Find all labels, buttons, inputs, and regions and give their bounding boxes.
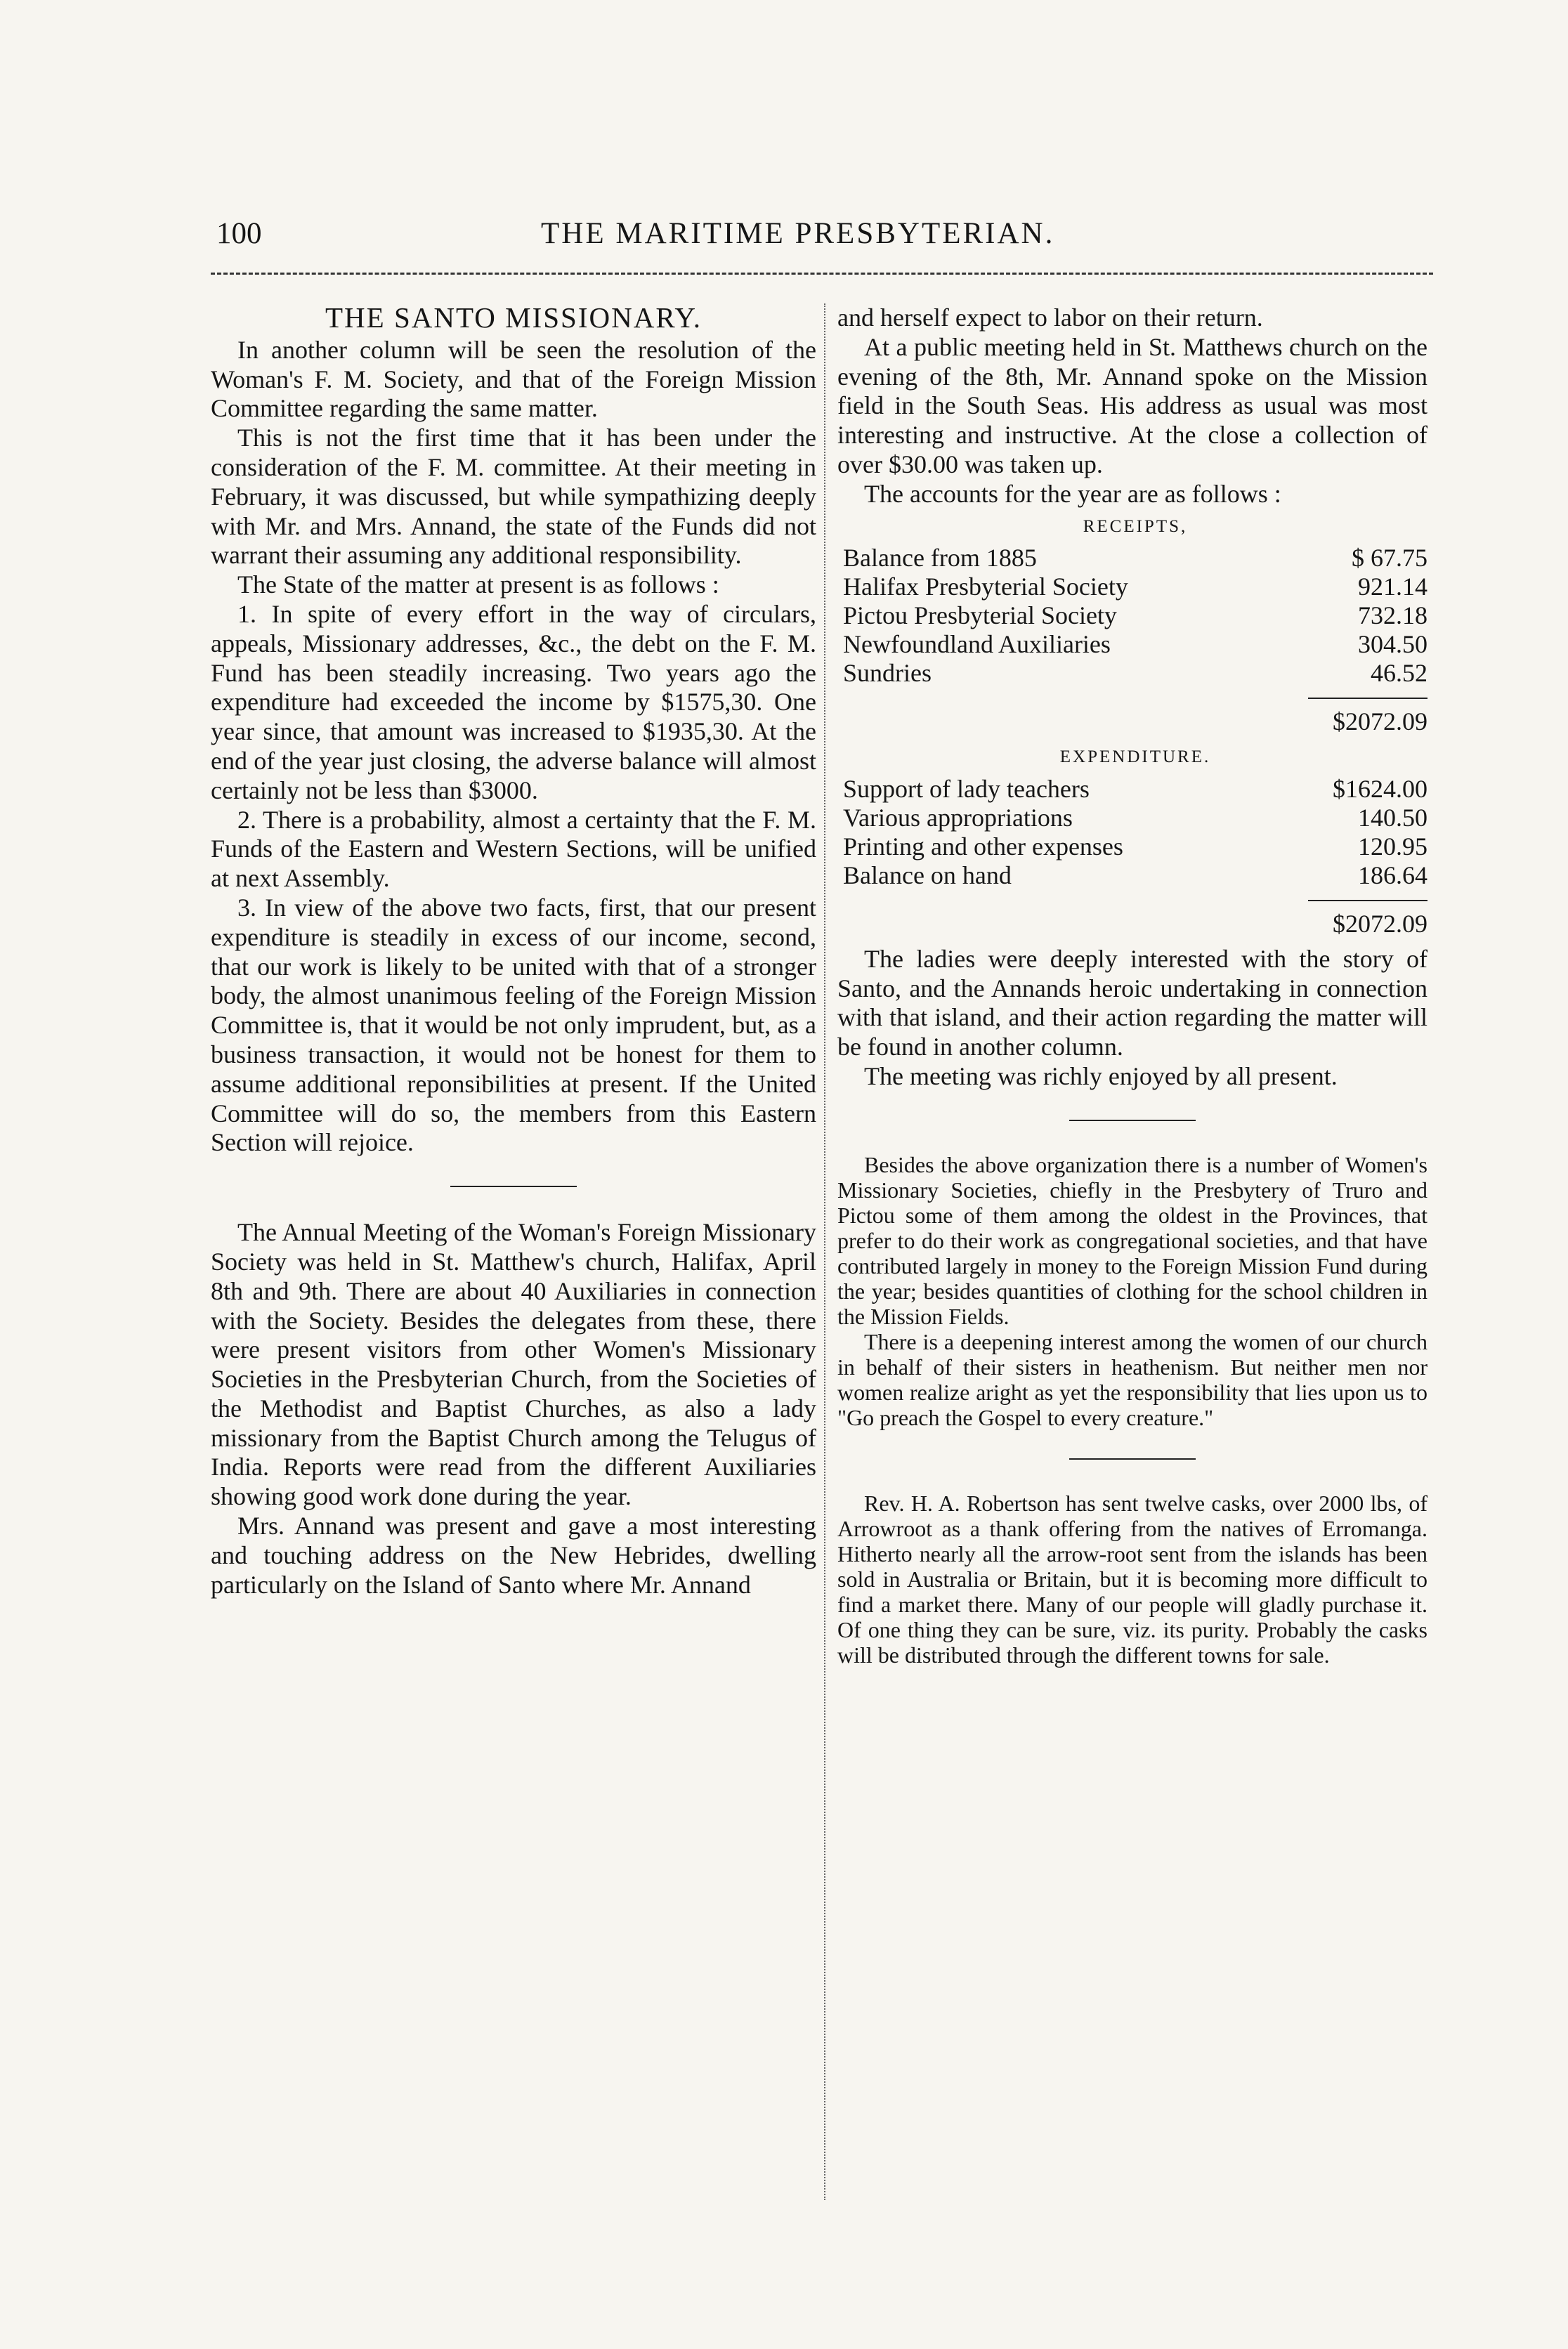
accounts-table xyxy=(843,512,1427,939)
left-column xyxy=(211,303,816,1599)
account-label: Pictou Presbyterial Society xyxy=(843,601,1117,630)
santo-title: THE SANTO MISSIONARY. xyxy=(325,301,702,334)
account-amount: 186.64 xyxy=(1358,861,1427,889)
journal-title: THE MARITIME PRESBYTERIAN. xyxy=(541,217,1055,250)
enjoyed-paragraph: The meeting was richly enjoyed by all present. xyxy=(864,1061,1338,1090)
section-divider xyxy=(1069,1120,1196,1121)
account-row xyxy=(843,544,1427,572)
account-row xyxy=(843,572,1427,601)
account-row xyxy=(843,832,1427,861)
account-amount: 140.50 xyxy=(1358,803,1427,832)
accounts-intro: The accounts for the year are as follows : xyxy=(864,479,1281,508)
annual-meeting-paragraph: Mrs. Annand was present and gave a most interesting and touching address on the New Hebrides, dwelling particularly on the Island of Santo where Mr. Annand xyxy=(211,1512,816,1599)
page-header xyxy=(211,216,1430,259)
account-row xyxy=(843,601,1427,630)
santo-paragraph: In another column will be seen the resolution of the Woman's F. M. Society, and that of the Foreign Mission Committee regarding the same matter. xyxy=(211,335,816,423)
account-row xyxy=(843,804,1427,832)
annual-meeting-article xyxy=(211,1218,816,1599)
account-amount: 732.18 xyxy=(1358,601,1427,630)
account-label: Support of lady teachers xyxy=(843,774,1090,803)
santo-paragraph: The State of the matter at present is as follows : xyxy=(237,570,719,599)
account-row xyxy=(843,775,1427,804)
account-label: Various appropriations xyxy=(843,803,1073,832)
header-rule xyxy=(211,273,1433,275)
annual-meeting-paragraph: The Annual Meeting of the Woman's Foreign Missionary Society was held in St. Matthew's church, Halifax, April 8th and 9th. There are about 40 Auxiliaries in connection with the Society. Besides the delegates from these, there were present visitors from other Women's Missionary Societies in the Presbyterian Church, from the Societies of the Methodist and Baptist Churches, as also a lady missionary from the Baptist Church among the Telugus of India. Reports were read from the different Auxiliaries showing good work done during the year. xyxy=(211,1218,816,1511)
continuation-text: and herself expect to labor on their return. xyxy=(837,303,1263,332)
account-row xyxy=(843,630,1427,659)
santo-paragraph: 2. There is a probability, almost a certainty that the F. M. Funds of the Eastern and Western Sections, will be unified at next Assembly. xyxy=(211,805,816,893)
expenditure-total: $2072.09 xyxy=(1333,909,1427,938)
account-amount: $1624.00 xyxy=(1333,774,1427,803)
page-number: 100 xyxy=(216,217,262,250)
total-rule xyxy=(1308,698,1427,699)
account-label: Sundries xyxy=(843,659,932,688)
section-divider xyxy=(450,1186,577,1187)
santo-paragraph: 3. In view of the above two facts, first, that our present expenditure is steadily in excess of our income, second, that our work is likely to be united with that of a stronger body, the almost unanimous feeling of the Foreign Mission Committee is, that it would be not only imprudent, but, as a business transaction, it would not be honest for them to assume additional reponsibilities at present. If the United Committee will do so, the members from this Eastern Section will rejoice. xyxy=(211,893,816,1157)
account-amount: 304.50 xyxy=(1358,630,1427,659)
expenditure-heading: EXPENDITURE. xyxy=(1059,747,1211,767)
robertson-paragraph: Rev. H. A. Robertson has sent twelve casks, over 2000 lbs, of Arrowroot as a thank offering from the natives of Erromanga. Hitherto nearly all the arrow-root sent from the islands has been sold in Australia or Britain, but it is becoming more difficult to find a market there. Many of our people will gladly purchase it. Of one thing they can be sure, viz. its purity. Probably the casks will be distributed through the different towns for sale. xyxy=(837,1490,1427,1668)
public-meeting-paragraph: At a public meeting held in St. Matthews church on the evening of the 8th, Mr. Annand spoke on the Mission field in the South Seas. His address as usual was most interesting and instructive. At the close a collection of over $30.00 was taken up. xyxy=(837,332,1427,478)
account-label: Newfoundland Auxiliaries xyxy=(843,630,1111,659)
account-amount: 46.52 xyxy=(1371,659,1427,688)
santo-paragraph: 1. In spite of every effort in the way of circulars, appeals, Missionary addresses, &c., the debt on the F. M. Fund has been steadily increasing. Two years ago the expenditure had exceeded the income by $1575,30. One year since, that amount was increased to $1935,30. At the end of the year just closing, the adverse balance will almost certainly not be less than $3000. xyxy=(211,599,816,804)
santo-paragraph: This is not the first time that it has been under the consideration of the F. M. committee. At their meeting in February, it was discussed, but while sympathizing deeply with Mr. and Mrs. Annand, the state of the Funds did not warrant their assuming any additional responsibility. xyxy=(211,424,816,570)
total-rule xyxy=(1308,900,1427,901)
account-row xyxy=(843,659,1427,688)
account-amount: 120.95 xyxy=(1358,832,1427,861)
interest-paragraph: There is a deepening interest among the women of our church in behalf of their sisters in heathenism. But neither men nor women realize aright as yet the responsibility that lies upon us to "Go preach the Gospel to every creature." xyxy=(837,1328,1427,1430)
receipts-heading: RECEIPTS, xyxy=(1083,516,1188,536)
account-label: Halifax Presbyterial Society xyxy=(843,572,1128,601)
ladies-paragraph: The ladies were deeply interested with the story of Santo, and the Annands heroic undertaking in connection with that island, and their action regarding the matter will be found in another column. xyxy=(837,944,1427,1061)
account-amount: 921.14 xyxy=(1358,572,1427,601)
societies-paragraph: Besides the above organization there is a number of Women's Missionary Societies, chiefly in the Presbytery of Truro and Pictou some of them among the oldest in the Provinces, that prefer to do their work as congregational societies, and that have contributed largely in money to the Foreign Mission Fund during the year; besides quantities of clothing for the school children in the Mission Fields. xyxy=(837,1151,1427,1329)
right-column xyxy=(837,303,1427,1668)
account-label: Balance on hand xyxy=(843,861,1012,889)
account-label: Printing and other expenses xyxy=(843,832,1123,861)
account-amount: $ 67.75 xyxy=(1352,544,1427,572)
santo-article xyxy=(211,303,816,1158)
section-divider xyxy=(1069,1458,1196,1460)
receipts-total: $2072.09 xyxy=(1333,707,1427,736)
account-row xyxy=(843,861,1427,890)
account-label: Balance from 1885 xyxy=(843,544,1037,572)
column-divider xyxy=(824,303,825,2200)
